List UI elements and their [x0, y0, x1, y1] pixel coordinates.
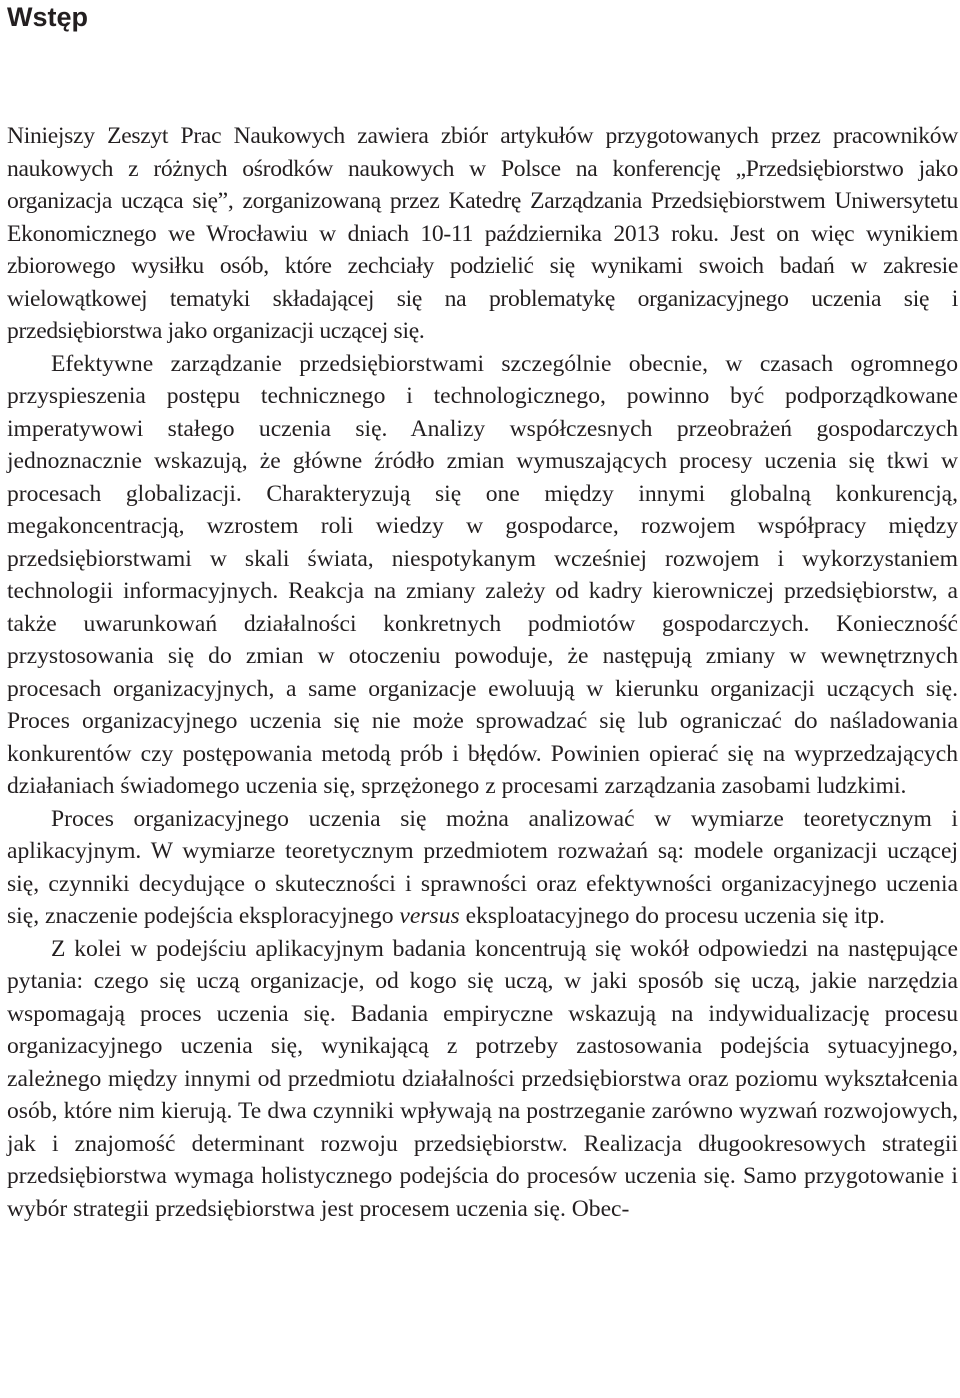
page-title: Wstęp [7, 2, 88, 32]
paragraph-theory-text-end: eksploatacyjnego do procesu uczenia się itp. [459, 903, 885, 929]
paragraph-theory [7, 803, 958, 933]
paragraph-intro: Niniejszy Zeszyt Prac Naukowych zawiera zbiór artykułów przygotowanych przez pracowników naukowych z różnych ośrodków naukowych w Polsce na konferencję „Przedsiębiorstwo jako organizacja ucząca się”, zorganizowaną przez Katedrę Zarządzania Przedsiębiorstwem Uniwersytetu Ekonomicznego we Wrocławiu w dniach 10-11 października 2013 roku. Jest on więc wynikiem zbiorowego wysiłku osób, które zechciały podzielić się wynikami swoich badań w zakresie wielowątkowej tematyki składającej się na problematykę organizacyjnego uczenia się i przedsiębiorstwa jako organizacji uczącej się. [7, 123, 958, 344]
paragraph-management: Efektywne zarządzanie przedsiębiorstwami szczególnie obecnie, w czasach ogromnego przyspieszenia postępu technicznego i technologicznego, powinno być podporządkowane imperatywowi stałego uczenia się. Analizy współczesnych przeobrażeń gospodarczych jednoznacznie wskazują, że główne źródło zmian wymuszających procesy uczenia się tkwi w procesach globalizacji. Charakteryzują się one między innymi globalną konkurencją, megakoncentracją, wzrostem roli wiedzy w gospodarce, rozwojem współpracy między przedsiębiorstwami w skali świata, niespotykanym wcześniej rozwojem i wykorzystaniem technologii informacyjnych. Reakcja na zmiany zależy od kadry kierowniczej przedsiębiorstw, a także uwarunkowań działalności konkretnych podmiotów gospodarczych. Konieczność przystosowania się do zmian w otoczeniu powoduje, że następują zmiany w wewnętrznych procesach organizacyjnych, a same organizacje ewoluują w kierunku organizacji uczących się. Proces organizacyjnego uczenia się nie może sprowadzać się lub ograniczać do naśladowania konkurentów czy postępowania metodą prób i błędów. Powinien opierać się na wyprzedzających działaniach świadomego uczenia się, sprzężonego z procesami zarządzania zasobami ludzkimi. [7, 350, 958, 799]
paragraph-theory-text-start: Proces organizacyjnego uczenia się można analizować w wymiarze teoretycznym i aplikacyjnym. W wymiarze teoretycznym przedmiotem rozważań są: modele organizacji uczącej się, czynniki decydujące o skuteczności i sprawności oraz efektywności organizacyjnego uczenia się, znaczenie podejścia eksploracyjnego [7, 805, 958, 929]
body-text [7, 120, 958, 1225]
paragraph-application: Z kolei w podejściu aplikacyjnym badania koncentrują się wokół odpowiedzi na następujące pytania: czego się uczą organizacje, od kogo się uczą, w jaki sposób się uczą, jakie narzędzia wspomagają proces uczenia się. Badania empiryczne wskazują na indywidualizację procesu organizacyjnego uczenia się, wynikającą z potrzeby zastosowania podejścia sytuacyjnego, zależnego między innymi od przedmiotu działalności przedsiębiorstwa oraz poziomu wykształcenia osób, które nim kierują. Te dwa czynniki wpływają na postrzeganie zarówno wyzwań rozwojowych, jak i znajomość determinant rozwoju przedsiębiorstw. Realizacja długookresowych strategii przedsiębiorstwa wymaga holistycznego podejścia do procesów uczenia się. Samo przygotowanie i wybór strategii przedsiębiorstwa jest procesem uczenia się. Obec- [7, 935, 958, 1222]
paragraph-theory-italic: versus [399, 903, 460, 929]
